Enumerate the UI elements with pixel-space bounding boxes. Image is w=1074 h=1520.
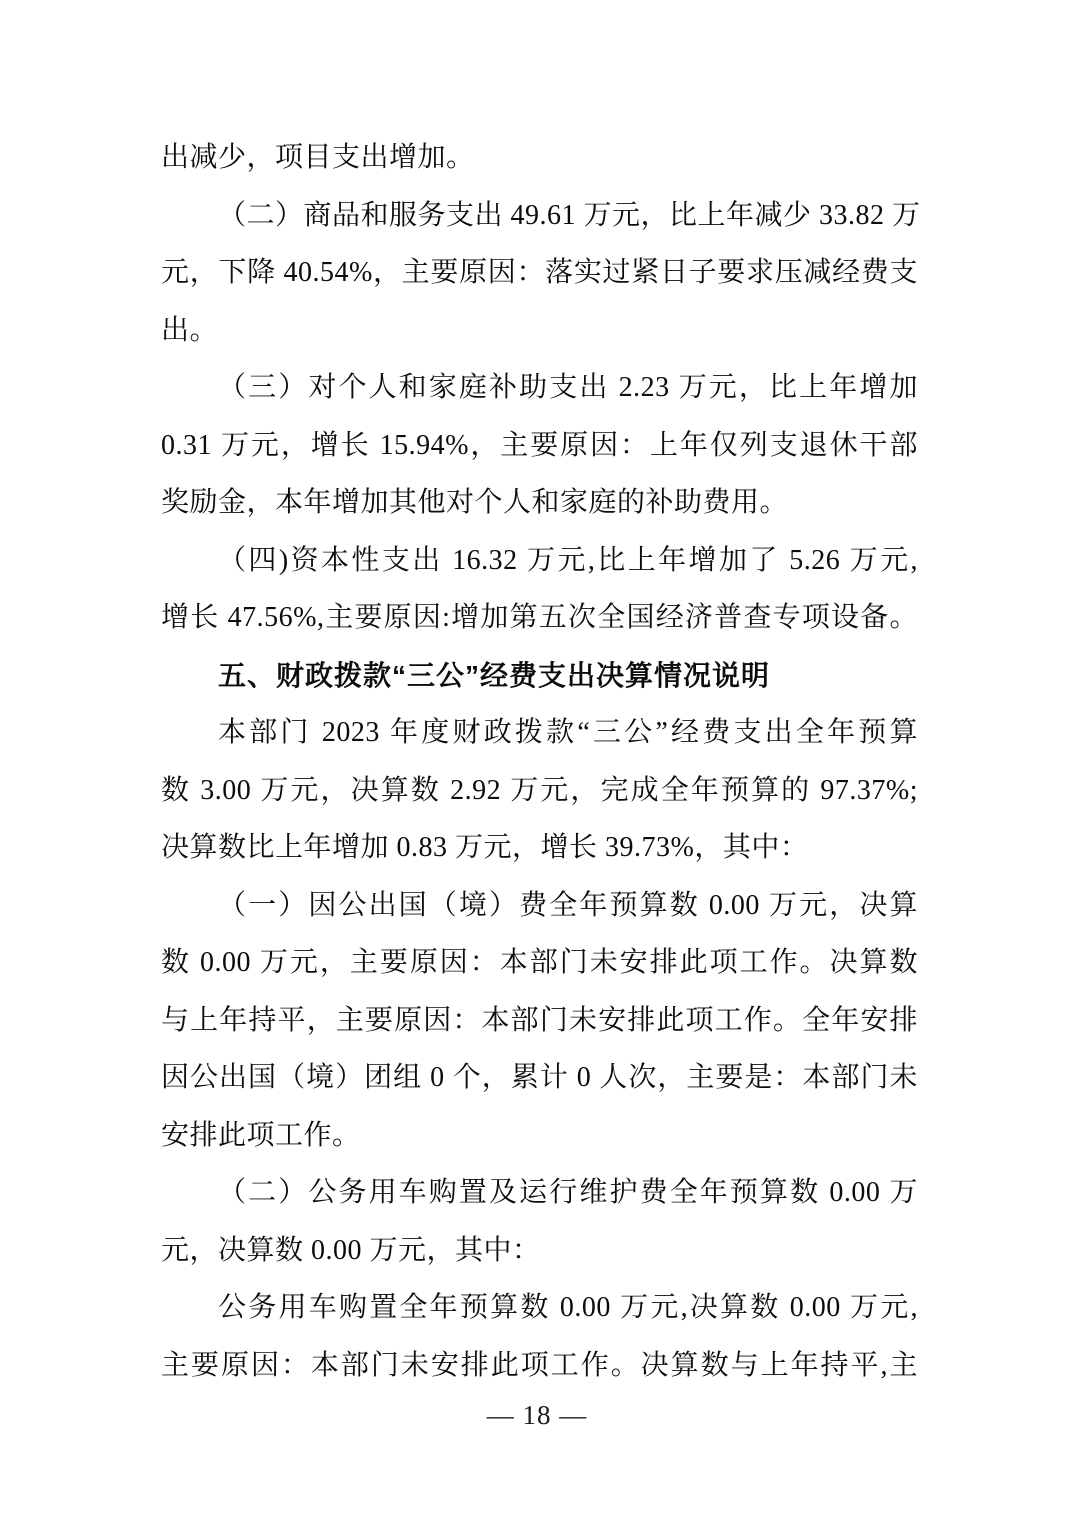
text-line: 奖励金，本年增加其他对个人和家庭的补助费用。 bbox=[161, 487, 789, 518]
text-line: 0.31 万元，增长 15.94%，主要原因：上年仅列支退休干部 bbox=[161, 429, 918, 461]
text-line: （二）公务用车购置及运行维护费全年预算数 0.00 万 bbox=[218, 1177, 918, 1208]
text-line: 增长 47.56%,主要原因:增加第五次全国经济普查专项设备。 bbox=[161, 602, 918, 633]
text-line: 主要原因：本部门未安排此项工作。决算数与上年持平,主 bbox=[161, 1349, 918, 1381]
text-line: 安排此项工作。 bbox=[161, 1119, 361, 1151]
text-line: 出。 bbox=[161, 314, 219, 346]
text-line: 因公出国（境）团组 0 个，累计 0 人次，主要是：本部门未 bbox=[161, 1062, 918, 1093]
text-line: 本部门 2023 年度财政拨款“三公”经费支出全年预算 bbox=[218, 717, 918, 748]
page-number: — 18 — bbox=[486, 1400, 588, 1430]
text-line: 数 3.00 万元，决算数 2.92 万元，完成全年预算的 97.37%; bbox=[161, 774, 918, 806]
text-line: 数 0.00 万元，主要原因：本部门未安排此项工作。决算数 bbox=[161, 947, 918, 978]
text-line: 决算数比上年增加 0.83 万元，增长 39.73%，其中： bbox=[161, 832, 809, 863]
text-line: 元，下降 40.54%，主要原因：落实过紧日子要求压减经费支 bbox=[161, 257, 918, 288]
page-footer bbox=[0, 1400, 1074, 1431]
text-line: （四)资本性支出 16.32 万元,比上年增加了 5.26 万元, bbox=[218, 544, 918, 576]
text-line: （二）商品和服务支出 49.61 万元，比上年减少 33.82 万 bbox=[218, 199, 921, 231]
text-line: （一）因公出国（境）费全年预算数 0.00 万元，决算 bbox=[218, 889, 918, 921]
text-line: 出减少，项目支出增加。 bbox=[161, 142, 475, 173]
text-line: 与上年持平，主要原因：本部门未安排此项工作。全年安排 bbox=[161, 1004, 918, 1036]
text-line: （三）对个人和家庭补助支出 2.23 万元，比上年增加 bbox=[218, 372, 918, 403]
text-line: 元，决算数 0.00 万元，其中： bbox=[161, 1234, 541, 1266]
text-line: 公务用车购置全年预算数 0.00 万元,决算数 0.00 万元, bbox=[218, 1292, 918, 1323]
section-heading: 五、财政拨款“三公”经费支出决算情况说明 bbox=[218, 659, 771, 691]
text-block bbox=[161, 129, 921, 1394]
